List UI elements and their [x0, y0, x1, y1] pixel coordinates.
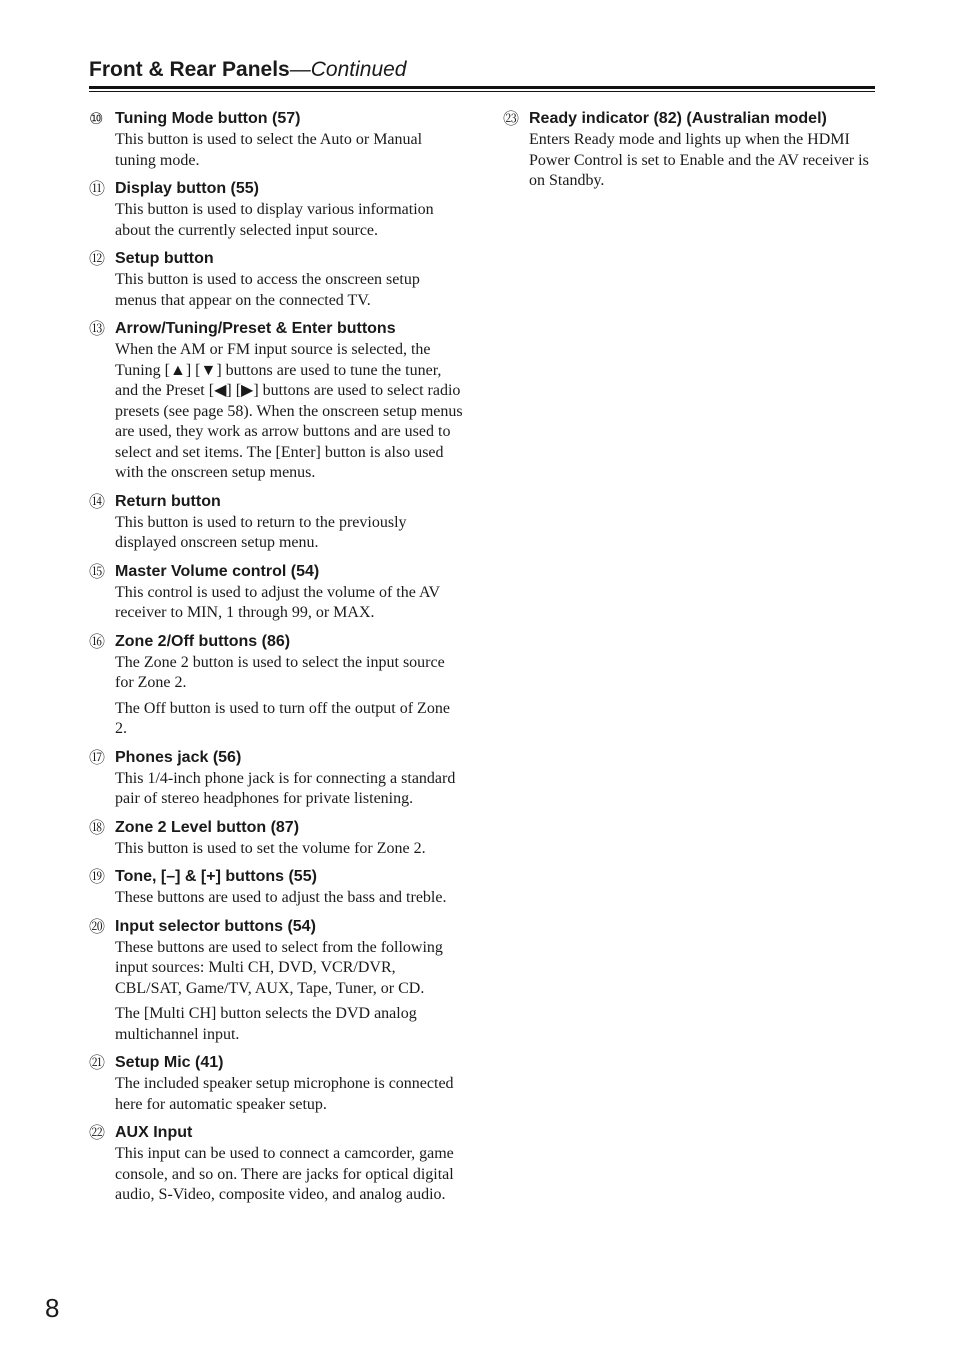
item-description: This 1/4-inch phone jack is for connecting a standard pair of stereo headphones for private listening.	[115, 769, 456, 807]
item-description: The included speaker setup microphone is connected here for automatic speaker setup.	[115, 1075, 454, 1113]
item-number: ㉒	[89, 1123, 106, 1142]
item-number: ⑱	[89, 817, 106, 837]
item-heading	[89, 631, 465, 653]
item-title: Display button (55)	[115, 180, 260, 197]
panel-item	[89, 561, 465, 624]
header-rule-thin	[89, 91, 875, 92]
panel-item	[89, 866, 465, 909]
item-title: Arrow/Tuning/Preset & Enter buttons	[115, 320, 396, 337]
item-number: ⑫	[89, 249, 106, 268]
item-description: This button is used to set the volume for Zone 2.	[115, 839, 426, 857]
item-heading	[89, 1122, 465, 1144]
page-header	[89, 56, 875, 84]
panel-item	[89, 108, 465, 171]
header-rule-thick	[89, 86, 875, 89]
panel-item	[89, 318, 465, 484]
panel-item	[89, 747, 465, 810]
item-number: ⑭	[89, 491, 106, 511]
item-title: Setup button	[115, 250, 214, 267]
item-heading	[89, 178, 465, 200]
panel-item	[89, 631, 465, 740]
item-title: Master Volume control (54)	[115, 562, 320, 580]
item-title: Ready indicator (82) (Australian model)	[529, 110, 827, 127]
item-description: This button is used to select the Auto or Manual tuning mode.	[115, 131, 423, 169]
item-description: This button is used to display various information about the currently selected input source.	[115, 201, 434, 239]
item-heading	[89, 561, 465, 583]
item-title: Return button	[115, 492, 221, 510]
panel-item	[503, 108, 875, 192]
item-number: ㉑	[89, 1053, 106, 1072]
panel-item	[89, 817, 465, 860]
item-heading	[89, 866, 465, 888]
item-title: AUX Input	[115, 1124, 193, 1141]
panel-item	[89, 178, 465, 241]
item-heading	[89, 916, 465, 938]
panel-item	[89, 916, 465, 1046]
item-heading	[89, 491, 465, 513]
panel-item	[89, 1052, 465, 1115]
item-heading	[89, 108, 465, 130]
item-title: Tone, [–] & [+] buttons (55)	[115, 868, 317, 885]
panel-item	[89, 248, 465, 311]
item-number: ⑩	[89, 109, 104, 128]
item-number: ⑬	[89, 319, 106, 338]
left-column	[89, 108, 465, 1213]
right-column	[503, 108, 875, 199]
item-title: Phones jack (56)	[115, 748, 242, 766]
panel-item	[89, 491, 465, 554]
item-description: The Off button is used to turn off the output of Zone 2.	[115, 699, 450, 737]
item-description: The Zone 2 button is used to select the input source for Zone 2.	[115, 653, 445, 691]
item-description: When the AM or FM input source is selected, the Tuning [▲] [▼] buttons are used to tune the tuner, and the Preset [◀] [▶] buttons are used to select radio presets (see page 58). When the onscreen setup menus are used, they work as arrow buttons and are used to select and set items. The [Enter] button is also used with the onscreen setup menus.	[115, 341, 463, 481]
item-description: This control is used to adjust the volume of the AV receiver to MIN, 1 through 99, or MAX.	[115, 583, 440, 621]
item-description: This button is used to access the onscreen setup menus that appear on the connected TV.	[115, 271, 420, 309]
panel-item	[89, 1122, 465, 1206]
item-heading	[89, 747, 465, 769]
item-number: ⑯	[89, 631, 106, 651]
item-description: The [Multi CH] button selects the DVD analog multichannel input.	[115, 1005, 417, 1043]
continued-label: —Continued	[289, 58, 407, 81]
item-description: These buttons are used to select from the following input sources: Multi CH, DVD, VCR/DVR, CBL/SAT, Game/TV, AUX, Tape, Tuner, or CD.	[115, 938, 443, 997]
item-number: ⑲	[89, 867, 106, 886]
item-heading	[89, 318, 465, 340]
item-heading	[89, 248, 465, 270]
item-title: Tuning Mode button (57)	[115, 110, 301, 127]
item-number: ⑮	[89, 561, 106, 581]
item-description: This input can be used to connect a camcorder, game console, and so on. There are jacks for optical digital audio, S-Video, composite video, and analog audio.	[115, 1145, 454, 1203]
item-title: Input selector buttons (54)	[115, 917, 316, 935]
item-title: Zone 2/Off buttons (86)	[115, 632, 291, 650]
item-description: This button is used to return to the previously displayed onscreen setup menu.	[115, 513, 407, 551]
item-title: Setup Mic (41)	[115, 1054, 224, 1071]
item-number: ⑳	[89, 916, 106, 936]
item-number: ⑰	[89, 747, 106, 767]
item-heading	[89, 1052, 465, 1074]
section-title: Front & Rear Panels	[89, 58, 290, 81]
item-heading	[89, 817, 465, 839]
item-number: ⑪	[89, 179, 106, 198]
item-number: ㉓	[503, 109, 520, 128]
item-heading	[503, 108, 875, 130]
page-number: 8	[45, 1293, 60, 1323]
item-description: These buttons are used to adjust the bass and treble.	[115, 889, 447, 906]
item-description: Enters Ready mode and lights up when the HDMI Power Control is set to Enable and the AV receiver is on Standby.	[529, 131, 869, 189]
item-title: Zone 2 Level button (87)	[115, 818, 300, 836]
